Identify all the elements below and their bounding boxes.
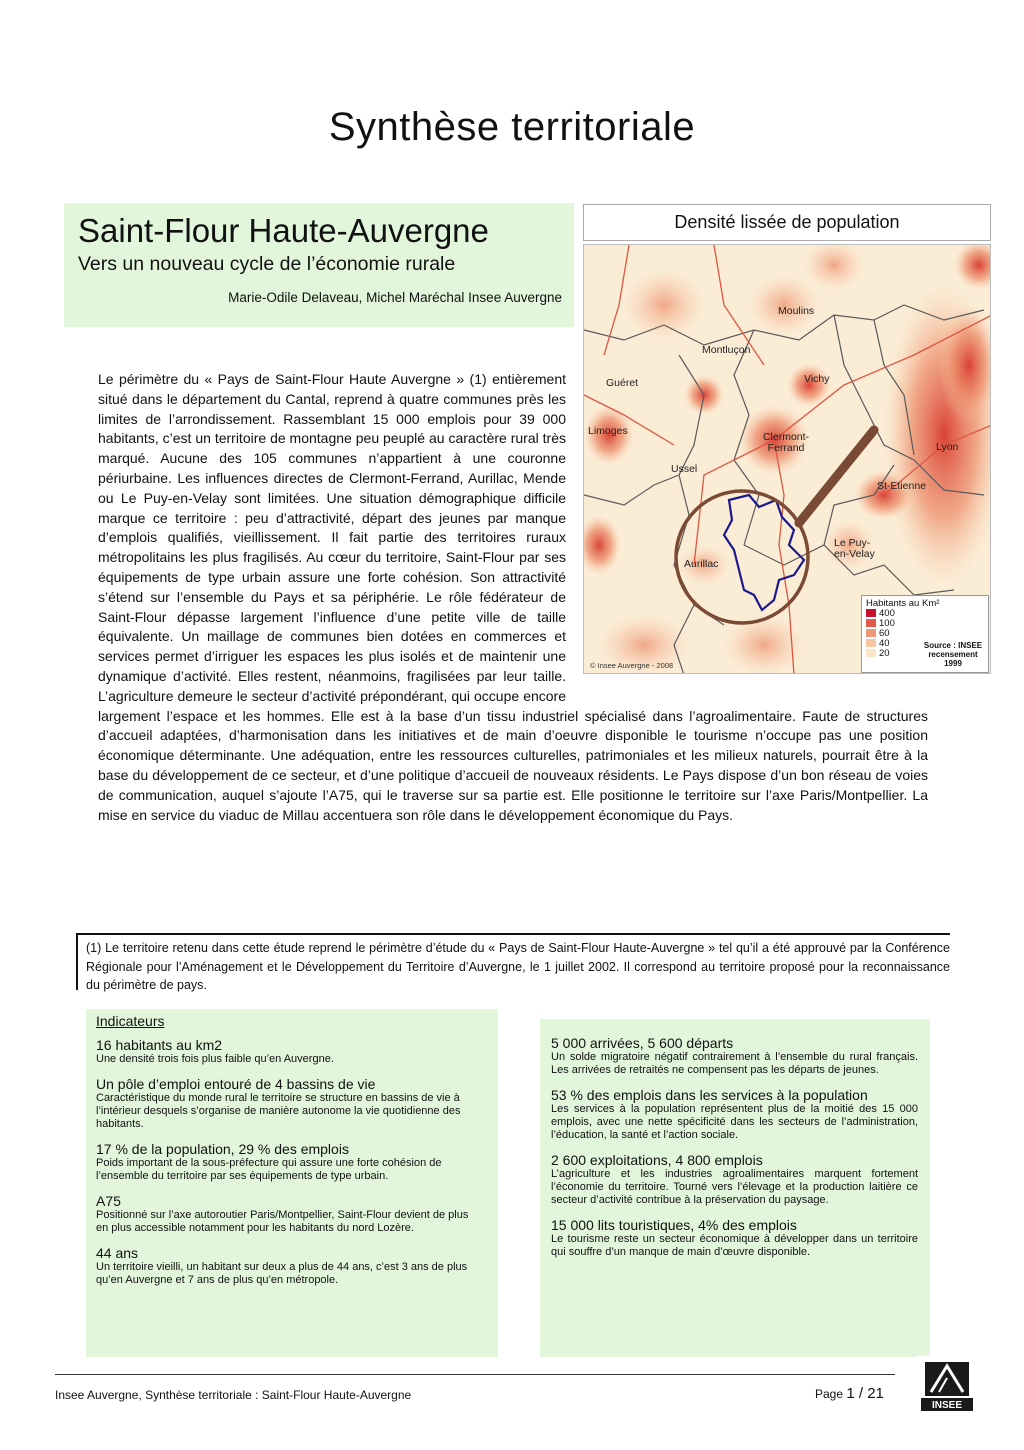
- legend-value: 40: [879, 638, 890, 649]
- legend-value: 400: [879, 608, 895, 619]
- indicator-title: 5 000 arrivées, 5 600 départs: [551, 1035, 734, 1051]
- indicator-desc: Un territoire vieilli, un habitant sur deux a plus de 44 ans, c’est 3 ans de plus qu’en Auvergne et 7 ans de plus qu’en métropole.: [96, 1261, 468, 1286]
- page-label: Page: [815, 1387, 844, 1401]
- indicator-desc: Caractéristique du monde rural le territoire se structure en bassins de vie à l’intérieur desquels s’organise de manière autonome la vie quotidienne des habitants.: [96, 1092, 461, 1130]
- footer-source: Insee Auvergne, Synthèse territoriale : Saint-Flour Haute-Auvergne: [55, 1388, 412, 1402]
- map-label-vichy: Vichy: [804, 373, 830, 385]
- map-label-le-puy-en-velay: Le Puy-en-Velay: [834, 537, 875, 560]
- indicator-item: [96, 1037, 480, 1066]
- indicator-item: [96, 1193, 480, 1235]
- legend-title: Habitants au Km²: [866, 598, 940, 609]
- map-label-ussel: Ussel: [671, 463, 698, 475]
- indicator-desc: Une densité trois fois plus faible qu’en Auvergne.: [96, 1053, 334, 1065]
- insee-logo: [917, 1356, 977, 1412]
- indicator-item: [551, 1152, 918, 1207]
- legend-value: 20: [879, 648, 890, 659]
- body-text: Le périmètre du « Pays de Saint-Flour Haute Auvergne » (1) entièrement situé dans le département du Cantal, reprend à quatre communes près les limites de l’arrondissement. Rassemblant 15 000 emplois pour 39 000 habitants, c’est un territoire de montagne peu peuplé au caractère rural très marqué. Aucune des 105 communes n’appartient à une couronne périurbaine. Les influences directes de Clermont-Ferrand, Aurillac, Mende ou Le Puy-en-Velay sont limitées. Une situation démographique difficile marque ce territoire : peu d’attractivité, départ des jeunes par manque d’emplois qualifiés, vieillissement. Il fait partie des territoires ruraux métropolitains les plus fragilisés. Au cœur du territoire, Saint-Flour par ses équipements de type urbain assure une forte cohésion. Son attractivité s’étend sur l’ensemble du Pays et sa périphérie. Le rôle fédérateur de Saint-Flour dépasse largement l’influence d’une petite ville de taille équivalente. Un maillage de communes bien dotées en commerces et services permet d’irriguer les espaces les plus isolés et de maintenir une dynamique d’activité. Elles restent, néanmoins, fragilisées par leur taille. L’agriculture demeure le secteur d’activité prépondérant, qui occupe encore largement l’espace et les hommes. Elle est à la base d’un tissu industriel spécialisé dans l’agroalimentaire. Faute de structures d’accueil adaptées, d’harmonisation dans les initiatives et de main d’oeuvre disponible le tourisme n’occupe pas une position économique déterminante. Une adéquation, entre les ressources culturelles, patrimoniales et les milieux naturels, pourrait être à la base du développement de ce secteur, et d’une politique d’accueil de nouveaux résidents. Le Pays dispose d’un bon réseau de voies de communication, auquel s’ajoute l’A75, qui le traverse sur sa partie est. Elle positionne le territoire sur l’axe Paris/Montpellier. La mise en service du viaduc de Millau accentuera son rôle dans le développement économique du Pays.: [98, 371, 928, 823]
- map-copyright: © Insee Auvergne - 2008: [590, 661, 674, 670]
- map-label-moulins: Moulins: [778, 305, 815, 317]
- indicator-desc: Poids important de la sous-préfecture qui assure une forte cohésion de l’ensemble du territoire par ses équipements de type urbain.: [96, 1157, 442, 1182]
- map-title: Densité lissée de population: [583, 204, 991, 241]
- indicator-item: [551, 1087, 918, 1142]
- indicator-title: 2 600 exploitations, 4 800 emplois: [551, 1152, 763, 1168]
- indicator-item: [96, 1076, 480, 1131]
- map-label-clermont-ferrand: Clermont-Ferrand: [762, 431, 810, 454]
- indicator-title: Un pôle d’emploi entouré de 4 bassins de vie: [96, 1076, 376, 1092]
- indicator-title: 15 000 lits touristiques, 4% des emplois: [551, 1217, 797, 1233]
- indicator-desc: Les services à la population représentent plus de la moitié des 15 000 emplois, avec une nette spécificité dans les secteurs de l’administration, l’éducation, la santé et l’action sociale.: [551, 1103, 918, 1141]
- footer-divider: [55, 1374, 895, 1375]
- indicator-desc: Un solde migratoire négatif contrairement à l’ensemble du rural français. Les arrivées de retraités ne compensent pas les départs de jeunes.: [551, 1051, 918, 1076]
- legend-value: 60: [879, 628, 890, 639]
- map-label-lyon: Lyon: [936, 441, 959, 453]
- study-authors: Marie-Odile Delaveau, Michel Maréchal Insee Auvergne: [228, 290, 562, 305]
- map-source: Source : INSEE recensement 1999: [923, 641, 983, 668]
- map-label-st-etienne: St-Etienne: [877, 480, 927, 492]
- indicator-desc: Le tourisme reste un secteur économique à développer dans un territoire qui souffre d’un manque de main d’œuvre disponible.: [551, 1233, 918, 1258]
- indicator-title: 17 % de la population, 29 % des emplois: [96, 1141, 349, 1157]
- study-header: [64, 203, 574, 327]
- map-label-aurillac: Aurillac: [684, 558, 719, 570]
- footnote: (1) Le territoire retenu dans cette étude reprend le périmètre d’étude du « Pays de Saint-Flour Haute-Auvergne » tel qu’il a été approuvé par la Conférence Régionale pour l’Aménagement et le Développement du Territoire d’Auvergne, le 1 juillet 2002. Il correspond au territoire proposé pour la reconnaissance du périmètre de pays.: [76, 933, 950, 990]
- indicator-desc: L’agriculture et les industries agroalimentaires marquent fortement l’économie du territoire. Tourné vers l’élevage et la production laitière ce secteur d’activité contribue à la préservation du paysage.: [551, 1168, 918, 1206]
- indicator-title: 16 habitants au km2: [96, 1037, 223, 1053]
- legend-value: 100: [879, 618, 895, 629]
- indicator-title: 44 ans: [96, 1245, 139, 1261]
- page-number: 1 / 21: [846, 1385, 884, 1402]
- map-label-gueret: Guéret: [606, 377, 639, 389]
- body-paragraph: [98, 370, 928, 825]
- indicators-heading: Indicateurs: [96, 1013, 165, 1029]
- map-float-gap: [566, 370, 928, 695]
- indicator-title: 53 % des emplois dans les services à la population: [551, 1087, 868, 1103]
- indicator-item: [551, 1217, 918, 1259]
- study-subtitle: Vers un nouveau cycle de l’économie rurale: [78, 253, 456, 275]
- indicator-title: A75: [96, 1193, 121, 1209]
- indicator-desc: Positionné sur l’axe autoroutier Paris/Montpellier, Saint-Flour devient de plus en plus accessible notamment pour les habitants du nord Lozère.: [96, 1209, 469, 1234]
- indicator-item: [96, 1141, 480, 1183]
- indicators-right: [540, 1019, 930, 1357]
- document-title: Synthèse territoriale: [328, 105, 696, 149]
- logo-text: INSEE: [931, 1400, 963, 1411]
- map-label-limoges: Limoges: [588, 425, 628, 437]
- page-indicator: [815, 1385, 884, 1402]
- indicators-left: [86, 1009, 498, 1357]
- indicator-item: [551, 1035, 918, 1077]
- indicator-item: [96, 1245, 480, 1287]
- study-title: Saint-Flour Haute-Auvergne: [78, 212, 489, 249]
- map-label-montlucon: Montluçon: [702, 344, 751, 356]
